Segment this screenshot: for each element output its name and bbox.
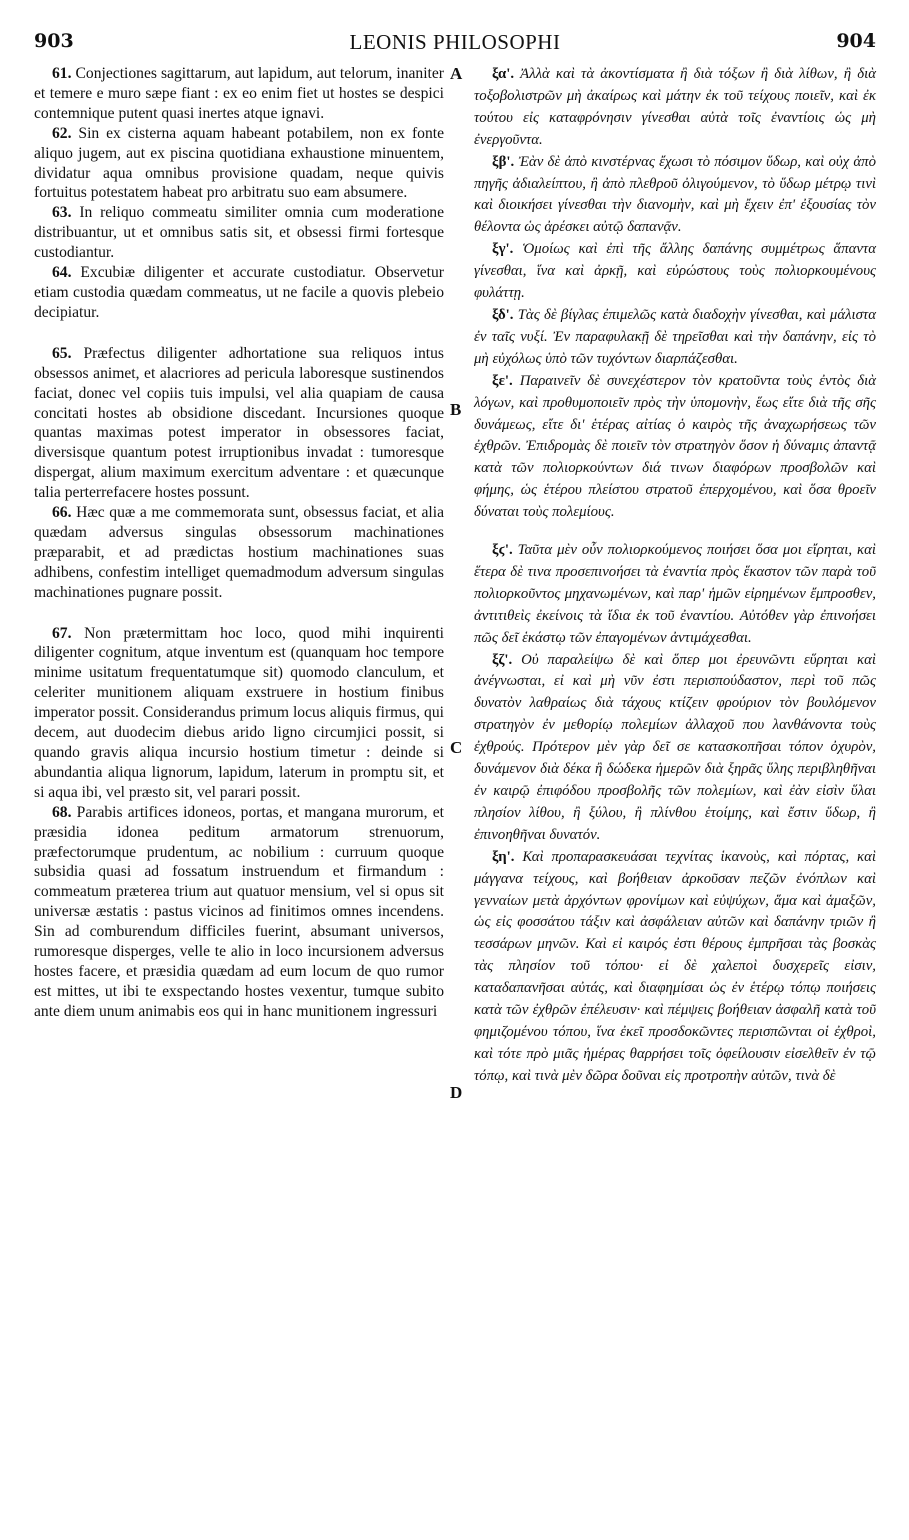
latin-paragraph-number: 66. (52, 504, 72, 522)
latin-paragraph-text: Sin ex cisterna aquam habeant potabilem, non ex fonte aliquo jugem, aut ex piscina quotidiana exhaustione minuentem, dividatur aqua omnibus provisione quadam, neque quivis fortuitus potestatem habeat pro arbitratu suo eam absumere. (34, 124, 445, 202)
latin-paragraph-text: Hæc quæ a me commemorata sunt, obsessus faciat, et alia quædam adversus singulas obsessorum machinationes præparabit, et ad prædictas hostium machinationes suas adhibens, confestim intelliget quemadmodum adversum singulas machinationes pugnare possit. (34, 504, 444, 601)
latin-paragraph-number: 68. (52, 803, 72, 821)
latin-paragraph (34, 344, 444, 503)
latin-paragraph-text: Non prætermittam hoc loco, quod mihi inquirenti diligenter cognitum, atque inventum est (quanquam hoc tempore minime usitatum frequentatumque sit) quomodo clanculum, et celeriter munitionem aliquam exstruere in hostium finibus imperator possit. Considerandus primum locus aliquis firmus, qui decem, aut duodecim diebus arido ligno circumjici possit, si quando gravis aliqua incursio hostium timetur : deinde si abundantia aliqua lignorum, lapidum, laterum in promptu sit, et si aqua ibi, vel præsto sit, vel parari possit. (34, 624, 445, 801)
greek-paragraph-number: ξβ'. (492, 153, 515, 170)
latin-paragraph-text: Excubiæ diligenter et accurate custodiatur. Observetur etiam custodia quædam commeatus, ut ne facile a quovis plebeio decipiatur. (34, 264, 445, 321)
latin-paragraph-number: 65. (52, 344, 72, 362)
latin-paragraph (34, 803, 444, 1022)
greek-paragraph-text: Ἀλλὰ καὶ τὰ ἀκοντίσματα ἢ διὰ τόξων ἢ διὰ λίθων, ἢ διὰ τοξοβολιστρῶν μὴ ἀκαίρως καὶ μάτην ἐκ τοῦ τείχους ποιεῖν, καὶ ἐκ τούτου εἰς καταφρόνησιν γίνεσθαι αὐτὰ τοῖς ἐναντίοις ὡς μὴ ἐνεργοῦντα. (474, 66, 876, 148)
running-header (34, 30, 876, 56)
greek-paragraph (474, 239, 876, 305)
latin-paragraph (34, 263, 444, 323)
greek-paragraph-number: ξϛ'. (492, 542, 513, 559)
greek-paragraph (474, 305, 876, 371)
latin-paragraph (34, 624, 444, 803)
greek-paragraph-number: ξη'. (492, 848, 515, 865)
latin-paragraph-text: Parabis artifices idoneos, portas, et manganа murorum, et præsidia idonea peditum armatorum strenuorum, præfectorumque prudentum, ac nobilium : curruum quoque subsidia quasi ad fossatum instruendum et firmandum : commeatum præterea trium aut quatuor mensium, vel si opus sit universæ æstatis : pastus vicinos ad finitimos omnes incendens. Sin ad comburendum difficiles fuerint, absumant universos, rumoresque disperges, velle te alio in loco incursionem adversus hostes facere, et præsidia quædam ad eum locum de quo rumor est mittes, ut ibi te exspectando hostes vexentur, tumque subito ante diem unum animabis eos qui in hanc munitionem ingressuri (34, 803, 444, 1020)
running-title: LEONIS PHILOSOPHI (349, 30, 561, 54)
greek-paragraph-text: Καὶ προπαρασκευάσαι τεχνίτας ἱκανοὺς, καὶ πόρτας, καὶ μάγγανα τείχους, καὶ βοήθειαν ἀρκοῦσαν πεζῶν ἐνόπλων καὶ γενναίων μετὰ ἀρχόντων φρονίμων καὶ εὐψύχων, ἅμα καὶ ἁμαξῶν, ὡς εἰς φοσσάτου τάξιν καὶ ἀσφάλειαν αὐτῶν καὶ δαπάνην τριῶν ἢ τεσσάρων μηνῶν. Καὶ εἰ καιρός ἐστι θέρους ἐμπρῆσαι τὰς βοσκὰς τὰς πλησίον τοῦ τόπου· εἰ δὲ χαλεποὶ δυσχερεῖς εἰσιν, καταδαπανῆσαι αὐτάς, καὶ διαφημίσαι ὡς ἐν ἑτέρῳ τόπῳ ποιήσεις κατὰ τῶν ἐχθρῶν ἐπέλευσιν· καὶ πέμψεις βοήθειαν ἀσφαλῆ κατὰ τοῦ φημιζομένου τόπου, ἵνα ἐκεῖ προσδοκῶντες περισπῶνται οἱ ἐχθροὶ, καὶ τότε πρὸ μιᾶς ἡμέρας θαρρήσει τοῖς ὀφείλουσιν εἰσελθεῖν ἐν τῷ τόπῳ, καὶ τινὰ μὲν δῶρα δοῦναι εἰς προτροπὴν αὐτῶν, τινὰ δὲ (474, 848, 877, 1084)
latin-paragraph-text: Conjectiones sagittarum, aut lapidum, aut telorum, inaniter et temere e muro sæpe fiant : ex eo enim fiet ut hostes se despici contemnique putent quasi inertes atque ignavi. (34, 65, 444, 122)
latin-paragraph-text: Præfectus diligenter adhortatione sua reliquos intus obsessos animet, et alacriores ad pericula laboresque sustinendos faciat, donec vel copiis tuis impulsi, vel alia quapiam de causa concitati hostes ab obsidione discedant. Incursiones quoque quantas maximas potest imperator in obsessores faciat, diversisque quantum potest irruptionibus invadat : tumoresque dispergat, alium maximum exercitum adventare : et quæcunque talia perterrefacere hostes possunt. (34, 344, 444, 502)
greek-paragraph (474, 650, 876, 847)
greek-paragraph (474, 371, 876, 524)
latin-paragraph (34, 124, 444, 204)
latin-paragraph-number: 63. (52, 204, 72, 222)
greek-paragraph-number: ξε'. (492, 372, 513, 389)
right-page-number: 904 (836, 30, 876, 52)
greek-paragraph-text: Ὁμοίως καὶ ἐπὶ τῆς ἄλλης δαπάνης συμμέτρως ἅπαντα γίνεσθαι, ἵνα καὶ ἀρκῇ, καὶ εὐρώστους τοὺς πολιορκουμένους φυλάττῃ. (474, 241, 876, 302)
greek-paragraph-text: Οὐ παραλείψω δὲ καὶ ὅπερ μοι ἐρευνῶντι εὕρηται καὶ ἀνέγνωσται, εἰ καὶ μὴ νῦν ἐστι περισπούδαστον, περὶ τοῦ πῶς δυνατὸν λαθραίως διὰ τάχους κτίζειν φρούριον τὸν βουλόμενον στρατηγὸν ἐν μεθορίῳ πολεμίων ἀλλαχοῦ που λανθάνοντα τοὺς ἐχθρούς. Πρότερον μὲν γὰρ δεῖ σε κατασκοπῆσαι τόπον ὀχυρὸν, δυνάμενον διὰ δέκα ἢ δώδεκα ἡμερῶν διὰ ξηρᾶς ὕλης περιβληθῆναι ἐν καιρῷ ἐπιφόδου προσβολῆς τῶν πολεμίων, καὶ ἐὰν εἰσὶν ὕλαι πλησίον λίθου, ἢ ξύλου, ἢ πλίνθου ἑτοίμης, καὶ ἔστιν ὕδωρ, ἢ ἐπινοηθῆναι δυνατόν. (474, 651, 876, 843)
greek-paragraph-number: ξδ'. (492, 306, 514, 323)
margin-marker-c: C (450, 738, 463, 757)
greek-paragraph (474, 540, 876, 650)
latin-paragraph-number: 64. (52, 264, 72, 282)
latin-paragraph-number: 62. (52, 124, 72, 142)
greek-paragraph-number: ξα'. (492, 66, 515, 82)
greek-paragraph-text: Ταῦτα μὲν οὖν πολιορκούμενος ποιήσει ὅσα μοι εἴρηται, καὶ ἕτερα δὲ τινα προσεπινοήσει τὰ ἐναντία πρὸς ἕκαστον τῶν παρὰ τοῦ πολιορκοῦντος μηχανωμένων, καὶ παρ' ἡμῶν εἰρημένων ἔμπροσθεν, ἀντιτιθεὶς ἐκείνοις τὰ ἴδια ἐκ τοῦ ἐναντίου. Αὐτόθεν γὰρ ἐπινοήσει πῶς δεῖ ἑκάστῳ τῶν ἐπαγομένων ἀντιμάχεσθαι. (474, 542, 876, 646)
latin-paragraph (34, 64, 444, 124)
left-page-number: 903 (34, 30, 74, 52)
latin-paragraph (34, 203, 444, 263)
margin-marker-a: A (450, 64, 463, 83)
latin-paragraph (34, 503, 444, 603)
latin-paragraph-number: 67. (52, 624, 72, 642)
greek-paragraph-text: Παραινεῖν δὲ συνεχέστερον τὸν κρατοῦντα τοὺς ἐντὸς διὰ λόγων, καὶ προθυμοποιεῖν πρὸς τὴν ὑπομονὴν, ἕως εἴτε διὰ τῆς σῆς δυνάμεως, εἴτε δι' ἑτέρας αἰτίας ὁ καιρὸς τῆς ἀναχωρήσεως τῶν ἐχθρῶν. Ἐπιδρομὰς δὲ ποιεῖν τὸν στρατηγὸν ὅσον ἡ δύναμις ἀπαντᾷ κατὰ τῶν πολιορκούντων διά τινων διαφόρων προσβολῶν καὶ φήμης, ὡς ἑτέρου πλείστου στρατοῦ ἐπερχομένου, καὶ ὅσα θροεῖν δύναται τοὺς πολεμίους. (474, 372, 876, 521)
greek-paragraph-number: ξζ'. (492, 651, 513, 668)
latin-paragraph-number: 61. (52, 65, 72, 82)
greek-paragraph (474, 64, 876, 152)
margin-marker-b: B (450, 400, 462, 419)
greek-paragraph (474, 152, 876, 240)
greek-paragraph-number: ξγ'. (492, 241, 514, 258)
latin-paragraph-text: In reliquo commeatu similiter omnia cum moderatione distribuantur, ut et omnibus satis sit, et obsessi firmi fortesque custodiantur. (34, 204, 444, 262)
latin-column (34, 64, 444, 1022)
greek-column (474, 64, 876, 1088)
greek-paragraph (474, 847, 876, 1088)
margin-marker-d: D (450, 1083, 463, 1102)
greek-paragraph-text: Ἐὰν δὲ ἀπὸ κινστέρνας ἔχωσι τὸ πόσιμον ὕδωρ, καὶ οὐχ ἀπὸ πηγῆς ἀδιαλείπτου, ἢ ἀπὸ πλεθροῦ ὀλιγούμενον, τὸ ὕδωρ μέτρῳ τινὶ καὶ διοικήσει γίνεσθαι τὴν διανομὴν, καὶ μὴ ἔχειν ἐπ' ἐξουσίας τὸν θέλοντα ὡς ἀρέσκει αὐτῷ δαπανᾷν. (474, 153, 876, 236)
greek-paragraph-text: Τὰς δὲ βίγλας ἐπιμελῶς κατὰ διαδοχὴν γίνεσθαι, καὶ μάλιστα ἐν ταῖς νυξί. Ἐν παραφυλακῇ δὲ τηρεῖσθαι καὶ τὴν δαπάνην, εἰς τὸ μὴ εὐχόλως ὑπὸ τῶν τυχόντων διαρπάζεσθαι. (474, 306, 876, 367)
